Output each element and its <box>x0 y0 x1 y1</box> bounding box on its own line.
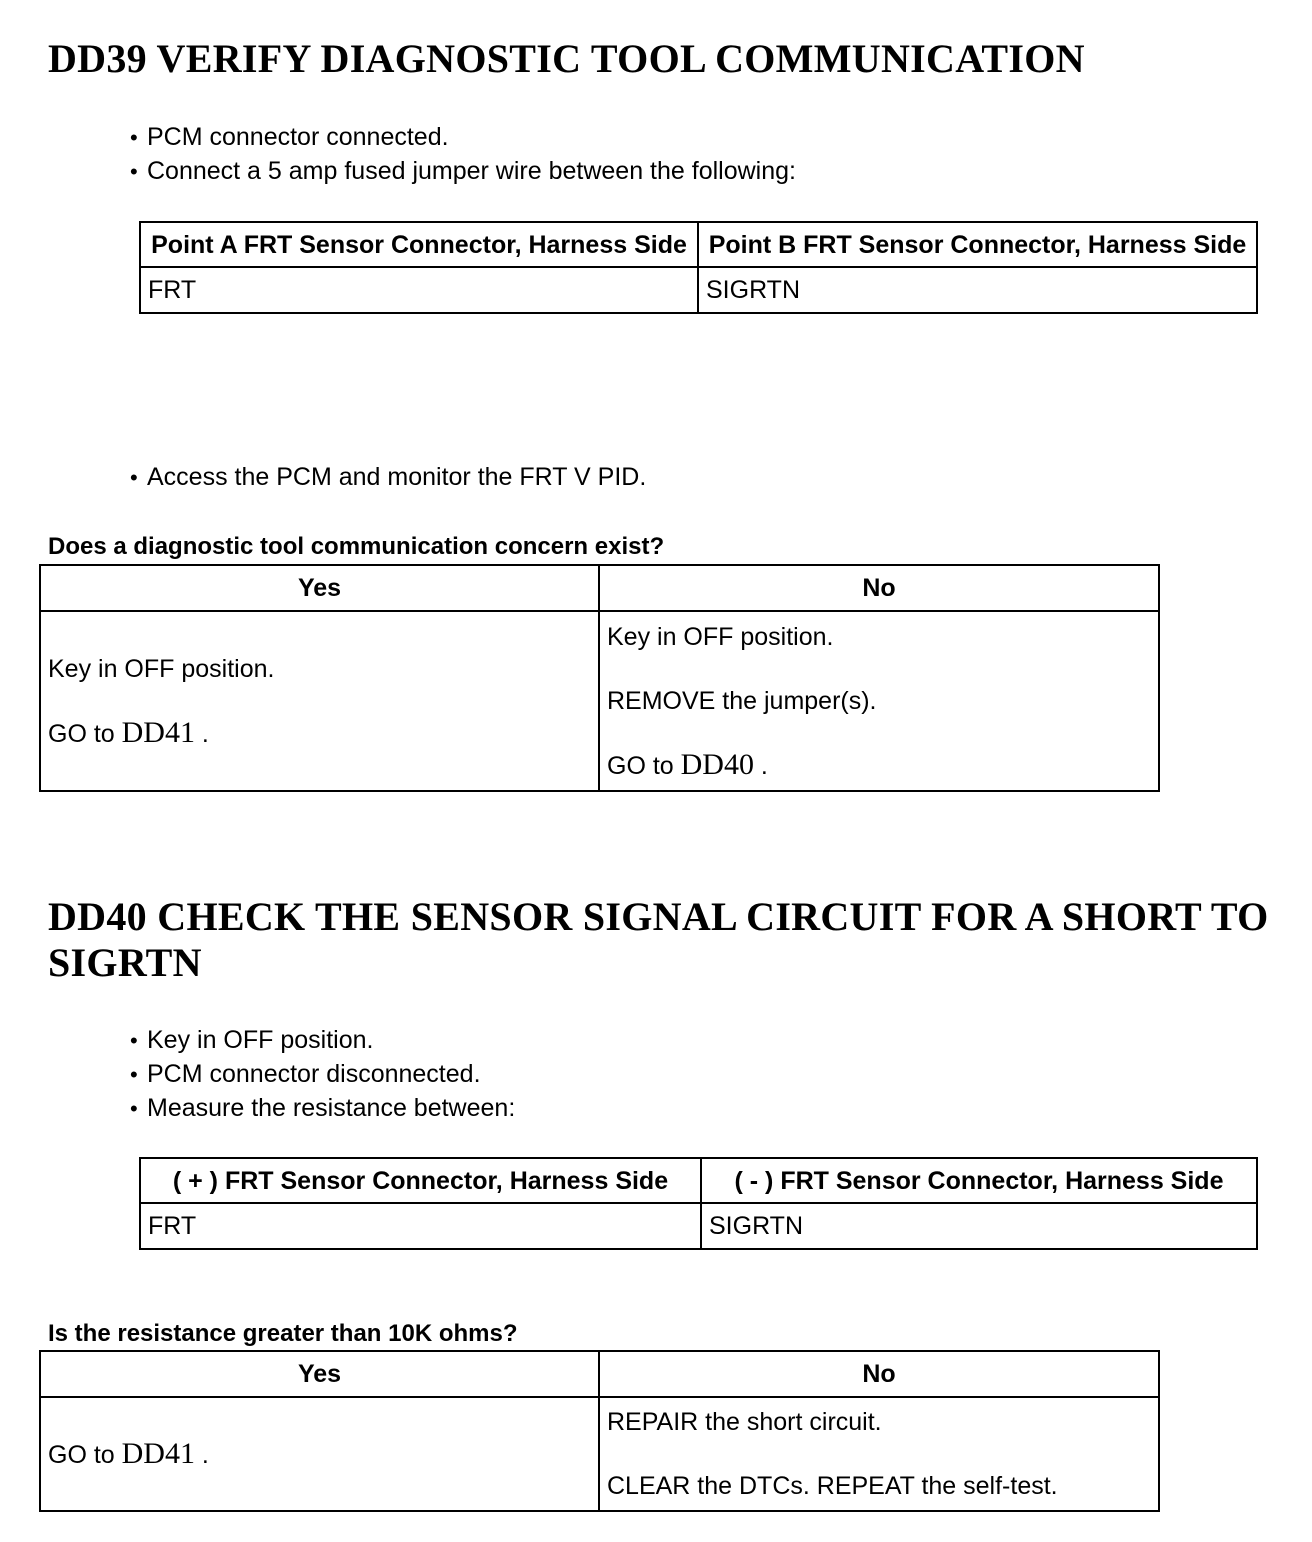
list-item: • PCM connector disconnected. <box>130 1057 515 1091</box>
list-item: • Measure the resistance between: <box>130 1091 515 1125</box>
bullet-icon: • <box>130 465 138 490</box>
bullet-icon: • <box>130 1028 138 1053</box>
yes-goto: GO to DD41 . <box>48 715 209 749</box>
dd39-jumper-table <box>139 221 1258 314</box>
table-cell: SIGRTN <box>698 267 1257 313</box>
negative-lead-header: ( - ) FRT Sensor Connector, Harness Side <box>701 1158 1257 1203</box>
point-a-header: Point A FRT Sensor Connector, Harness Side <box>140 222 698 267</box>
yes-cell <box>40 1397 599 1511</box>
bullet-icon: • <box>130 125 138 150</box>
dd39-answer-table <box>39 564 1160 792</box>
no-header: No <box>599 565 1159 611</box>
bullet-icon: • <box>130 1062 138 1087</box>
dd39-steps-list <box>130 120 796 188</box>
list-item: • Access the PCM and monitor the FRT V PID. <box>130 460 646 494</box>
yes-header: Yes <box>40 565 599 611</box>
dd39-monitor-list <box>130 460 646 494</box>
list-item: • Key in OFF position. <box>130 1023 515 1057</box>
table-header-row <box>140 222 1257 267</box>
table-row <box>140 267 1257 313</box>
goto-dd41-link[interactable]: DD41 <box>121 1436 195 1470</box>
positive-lead-header: ( + ) FRT Sensor Connector, Harness Side <box>140 1158 701 1203</box>
no-goto: GO to DD40 . <box>607 747 768 781</box>
no-instruction: CLEAR the DTCs. REPEAT the self-test. <box>607 1472 1058 1500</box>
dd40-question: Is the resistance greater than 10K ohms? <box>48 1320 518 1347</box>
table-header-row <box>40 565 1159 611</box>
bullet-icon: • <box>130 1096 138 1121</box>
goto-dd40-link[interactable]: DD40 <box>680 747 754 781</box>
yes-header: Yes <box>40 1351 599 1397</box>
table-cell: SIGRTN <box>701 1203 1257 1249</box>
dd40-title: DD40 CHECK THE SENSOR SIGNAL CIRCUIT FOR A SHORT TO SIGRTN <box>48 894 1269 985</box>
bullet-icon: • <box>130 159 138 184</box>
table-cell: FRT <box>140 267 698 313</box>
yes-cell <box>40 611 599 791</box>
goto-dd41-link[interactable]: DD41 <box>121 715 195 749</box>
yes-instruction: Key in OFF position. <box>48 654 275 683</box>
point-b-header: Point B FRT Sensor Connector, Harness Side <box>698 222 1257 267</box>
list-item: • PCM connector connected. <box>130 120 796 154</box>
list-item: • Connect a 5 amp fused jumper wire between the following: <box>130 154 796 188</box>
dd40-steps-list <box>130 1023 515 1125</box>
table-row <box>40 611 1159 791</box>
yes-goto: GO to DD41 . <box>48 1436 209 1470</box>
dd40-answer-table <box>39 1350 1160 1512</box>
dd39-question: Does a diagnostic tool communication concern exist? <box>48 533 665 560</box>
no-cell <box>599 1397 1159 1511</box>
no-cell <box>599 611 1159 791</box>
dd40-resistance-table <box>139 1157 1258 1250</box>
table-row <box>40 1397 1159 1511</box>
no-instruction: REMOVE the jumper(s). <box>607 686 877 715</box>
no-instruction: REPAIR the short circuit. <box>607 1408 882 1436</box>
dd39-title: DD39 VERIFY DIAGNOSTIC TOOL COMMUNICATION <box>48 36 1085 81</box>
no-header: No <box>599 1351 1159 1397</box>
table-row <box>140 1203 1257 1249</box>
table-cell: FRT <box>140 1203 701 1249</box>
no-instruction: Key in OFF position. <box>607 622 834 651</box>
table-header-row <box>140 1158 1257 1203</box>
table-header-row <box>40 1351 1159 1397</box>
